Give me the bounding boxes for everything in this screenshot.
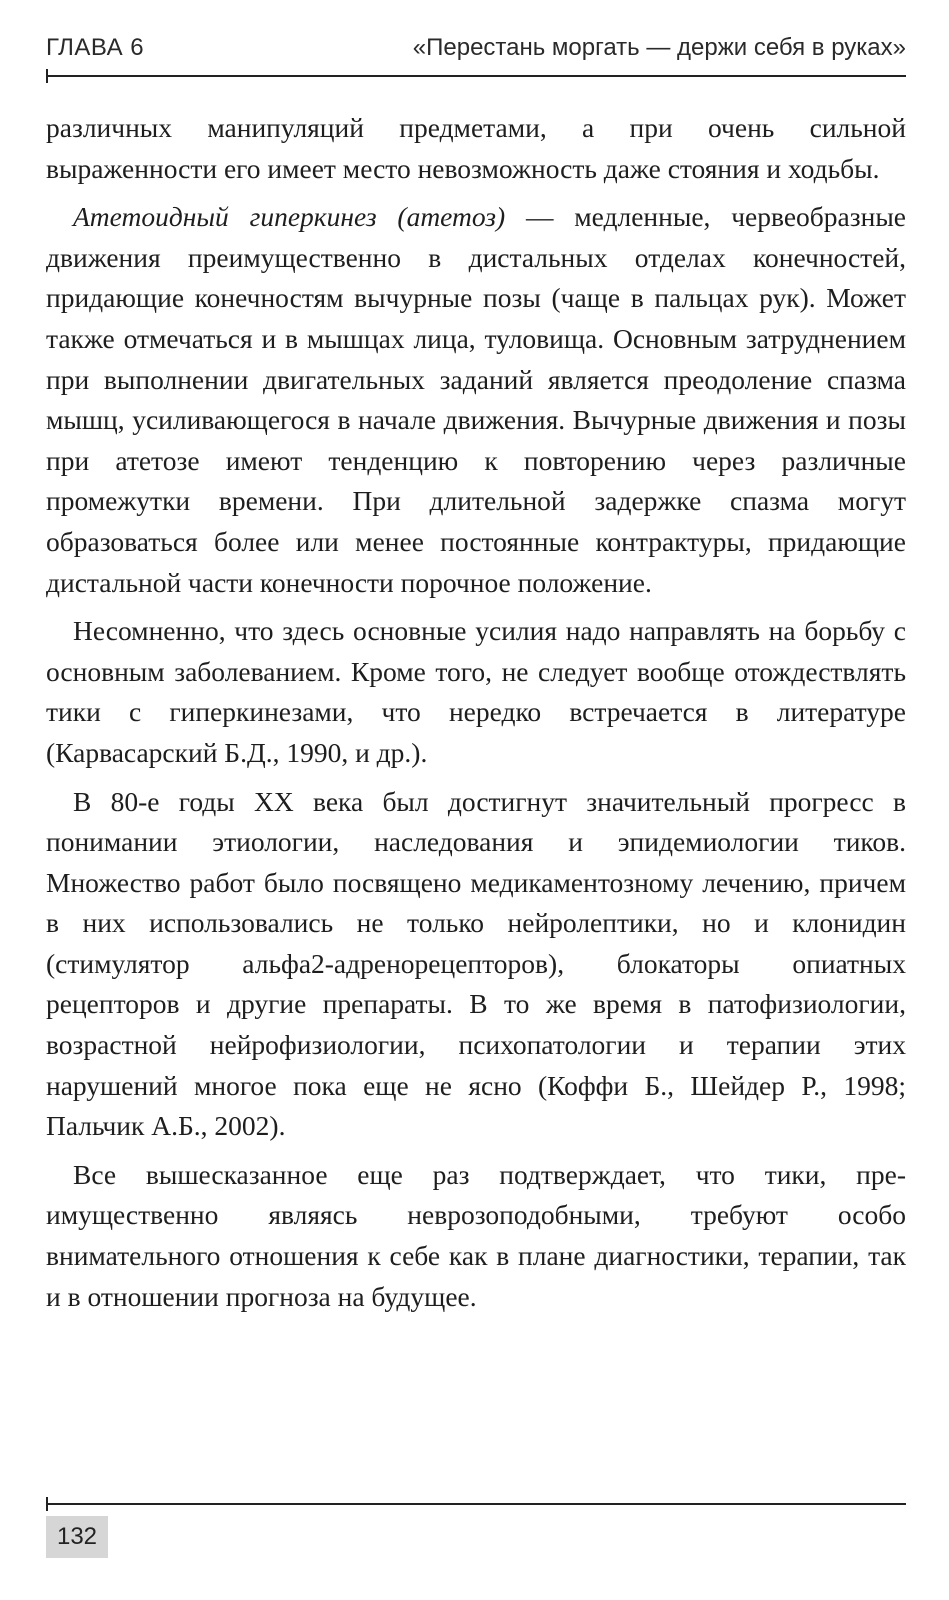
- paragraph-4: В 80-е годы XX века был достигнут значительный прогресс в понимании этиологии, наследования и эпидемиологии тиков. Множество работ было посвящено медикаментозному лечению, причем в них использовались не только нейролептики, но и клонидин (стимулятор альфа2-адренорецепторов), блокаторы опиатных рецепторов и другие препараты. В то же время в патофизиологии, возрастной нейрофизиологии, психопатологии и терапии этих нарушений многое пока еще не ясно (Коффи Б., Шейдер Р., 1998; Пальчик А.Б., 2002).: [46, 785, 906, 1142]
- paragraph-2-text: — медленные, червеобразные движения преимущественно в дистальных отделах конечностей, придающие конечностям вычурные позы (чаще в пальцах рук). Может также отмечаться и в мышцах лица, туловища. Основным затруднением при выполнении двигательных заданий является преодоление спазма мышц, усиливающегося в начале движения. Вычурные движения и позы при атетозе имеют тенденцию к повторению через различные промежутки времени. При длительной задержке спазма могут образоваться более или менее постоянные контрактуры, придающие дистальной части конечности порочное положение.: [46, 201, 906, 598]
- paragraph-3: Несомненно, что здесь основные усилия надо направлять на борьбу с основным заболеванием. Кроме того, не следует вообще отождествлять тики с гиперкинезами, что нередко встречается в литературе (Карвасарский Б.Д., 1990, и др.).: [46, 615, 906, 768]
- page-body: [46, 108, 906, 1325]
- header-rule: [46, 75, 906, 77]
- paragraph-5: Все вышесказанное еще раз подтверждает, что тики, преимущественно являясь неврозоподобными, требуют особо внимательного отношения к себе как в плане диагностики, терапии, так и в отношении прогноза на будущее.: [46, 1158, 906, 1312]
- footer-rule: [46, 1503, 906, 1505]
- term-athetosis: Атетоидный гиперкинез (атетоз): [73, 201, 506, 233]
- page-number: 132: [46, 1516, 108, 1558]
- chapter-label: ГЛАВА 6: [46, 34, 145, 61]
- running-title: «Перестань моргать — держи себя в руках»: [412, 34, 906, 61]
- paragraph-1: различных манипуляций предметами, а при очень сильной выраженности его имеет место невозможность даже стояния и ходьбы.: [46, 112, 906, 184]
- paragraph-2: [46, 197, 906, 603]
- page-header: [46, 34, 906, 64]
